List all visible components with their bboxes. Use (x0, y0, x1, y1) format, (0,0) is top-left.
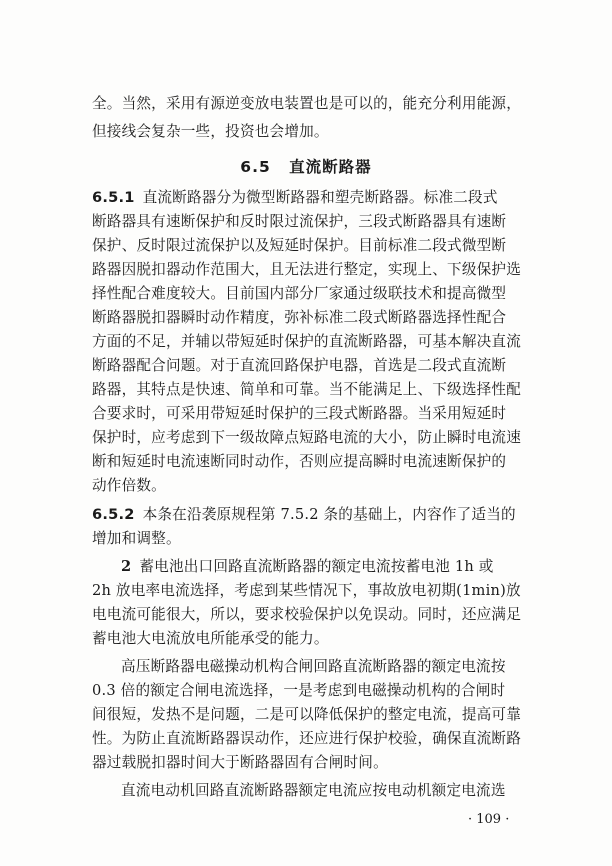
section-heading (0, 155, 612, 177)
clause-651-line-2: 断路器具有速断保护和反时限过流保护，三段式断路器具有速断 (92, 213, 507, 230)
section-title: 直流断路器 (289, 158, 372, 176)
item-2-text-1: 蓄电池出口回路直流断路器的额定电流按蓄电池 1h 或 (139, 558, 494, 575)
clause-651-line-5: 择性配合难度较大。目前国内部分厂家通过级联技术和提高微型 (92, 285, 507, 302)
page-number: · 109 · (468, 812, 510, 827)
clause-651-line-7: 方面的不足，并辅以带短延时保护的直流断路器，可基本解决直流 (92, 333, 522, 350)
clause-651-text-1: 直流断路器分为微型断路器和塑壳断路器。标准二段式 (142, 189, 498, 206)
clause-651-line-6: 断路器脱扣器瞬时动作精度，弥补标准二段式断路器选择性配合 (92, 309, 507, 326)
clause-651-line-1 (92, 188, 546, 208)
clause-651-line-8: 断路器配合问题。对于直流回路保护电器，首选是二段式直流断 (92, 357, 507, 374)
item-2-number: 2 (121, 558, 132, 575)
intro-line-2: 但接线会复杂一些，投资也会增加。 (92, 123, 329, 140)
clause-651-line-10: 合要求时，可采用带短延时保护的三段式断路器。当采用短延时 (92, 405, 507, 422)
clause-652-line-2: 增加和调整。 (92, 530, 181, 547)
hv-line-2: 0.3 倍的额定合闸电流选择，一是考虑到电磁操动机构的合闸时 (92, 682, 506, 699)
clause-651-line-13: 动作倍数。 (92, 477, 166, 494)
item-2-line-3: 电电流可能很大，所以，要求校验保护以免误动。同时，还应满足 (92, 606, 522, 623)
hv-line-1: 高压断路器电磁操动机构合闸回路直流断路器的额定电流按 (121, 658, 506, 675)
motor-line-1: 直流电动机回路直流断路器额定电流应按电动机额定电流选 (121, 782, 506, 799)
clause-652-line-1 (92, 505, 546, 525)
clause-652-text-1: 本条在沿袭原规程第 7.5.2 条的基础上，内容作了适当的 (142, 506, 516, 523)
intro-line-1: 全。当然，采用有源逆变放电装置也是可以的，能充分利用能源， (92, 95, 522, 112)
clause-651-line-9: 路器，其特点是快速、简单和可靠。当不能满足上、下级选择性配 (92, 381, 522, 398)
section-number: 6.5 (240, 158, 271, 176)
clause-651-line-12: 断和短延时电流速断同时动作，否则应提高瞬时电流速断保护的 (92, 453, 507, 470)
clause-651-line-11: 保护时，应考虑到下一级故障点短路电流的大小，防止瞬时电流速 (92, 429, 522, 446)
clause-651-line-4: 路器因脱扣器动作范围大，且无法进行整定，实现上、下级保护选 (92, 261, 522, 278)
hv-line-4: 性。为防止直流断路器误动作，还应进行保护校验，确保直流断路 (92, 730, 522, 747)
clause-652-number: 6.5.2 (92, 506, 135, 523)
item-2-line-1 (121, 557, 546, 577)
item-2-line-2: 2h 放电率电流选择，考虑到某些情况下，事故放电初期(1min)放 (92, 582, 521, 599)
item-2-line-4: 蓄电池大电流放电所能承受的能力。 (92, 630, 329, 647)
clause-651-line-3: 保护、反时限过流保护以及短延时保护。目前标准二段式微型断 (92, 237, 507, 254)
hv-line-5: 器过载脱扣器时间大于断路器固有合闸时间。 (92, 754, 388, 771)
clause-651-number: 6.5.1 (92, 189, 135, 206)
hv-line-3: 间很短，发热不是问题，二是可以降低保护的整定电流，提高可靠 (92, 706, 522, 723)
